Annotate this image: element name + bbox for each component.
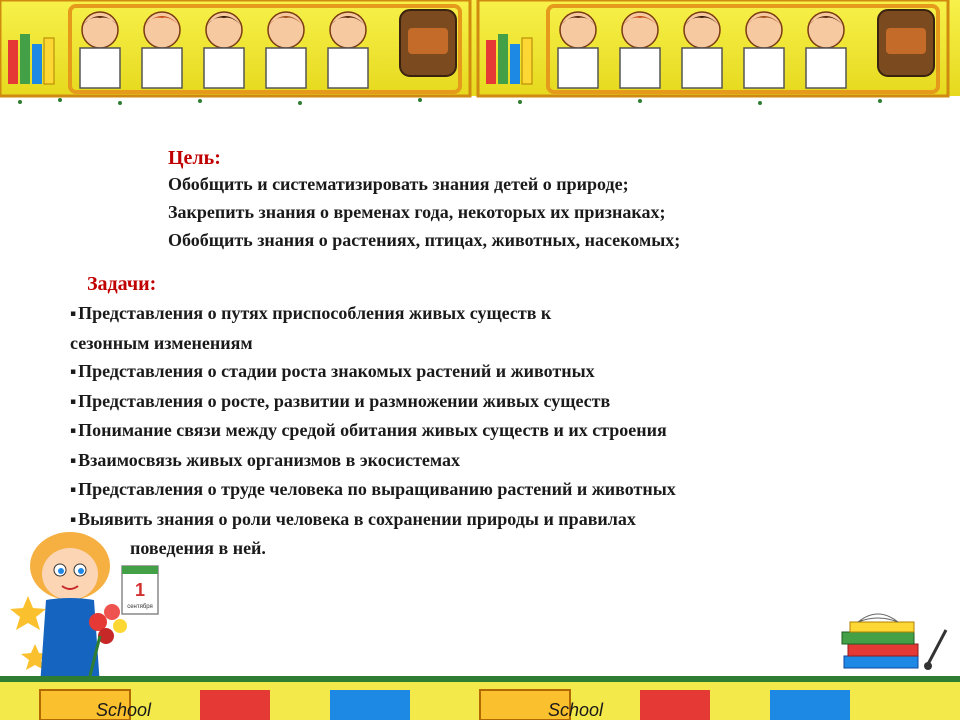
task-text: Понимание связи между средой обитания живых существ и их строения (78, 420, 667, 440)
bullet-icon: ▪ (70, 455, 77, 466)
calendar-number: 1 (134, 580, 146, 600)
bullet-icon: ▪ (70, 426, 77, 436)
tasks-list (70, 299, 930, 563)
bullet-icon: ▪ (70, 396, 77, 407)
task-item-continuation (70, 534, 930, 563)
goal-line: Закрепить знания о временах года, некоторых их признаках; (168, 202, 666, 222)
bullet-icon: ▪ (70, 309, 77, 319)
goal-line: Обобщить и систематизировать знания детей о природе; (168, 174, 629, 194)
task-item (70, 416, 930, 446)
task-item (70, 357, 930, 387)
task-text: Представления о путях приспособления живых существ к (78, 303, 552, 323)
books-globe-icon (838, 604, 954, 676)
tasks-title: Задачи: (87, 273, 157, 295)
goal-title: Цель: (168, 147, 221, 169)
task-item (70, 387, 930, 417)
task-text: сезонным изменениям (70, 332, 253, 353)
bullet-icon: ▪ (70, 485, 77, 495)
banner-school-text: School (96, 700, 152, 720)
bullet-icon: ▪ (70, 367, 77, 377)
task-item (70, 475, 930, 505)
goal-line: Обобщить знания о растениях, птицах, животных, насекомых; (168, 230, 681, 250)
task-text: Выявить знания о роли человека в сохранении природы и правилах (78, 508, 636, 529)
task-item (70, 505, 930, 535)
task-text: Представления о росте, развитии и размножении живых существ (78, 390, 611, 411)
schoolgirl-flowers-icon (10, 526, 180, 686)
task-text: Взаимосвязь живых организмов в экосистемах (78, 449, 461, 470)
task-text: Представления о стадии роста знакомых растений и животных (78, 361, 595, 381)
bullet-icon: ▪ (70, 514, 77, 525)
bottom-banner (0, 676, 960, 720)
task-text: поведения в ней. (130, 538, 266, 558)
calendar-month: сентября (127, 604, 153, 610)
task-item (70, 299, 930, 329)
goal-block (168, 146, 888, 254)
task-item-continuation (70, 329, 930, 358)
task-text: Представления о труде человека по выращиванию растений и животных (78, 479, 676, 499)
task-item (70, 446, 930, 476)
school-bus-icon (0, 676, 960, 720)
banner-school-text: School (548, 700, 604, 720)
